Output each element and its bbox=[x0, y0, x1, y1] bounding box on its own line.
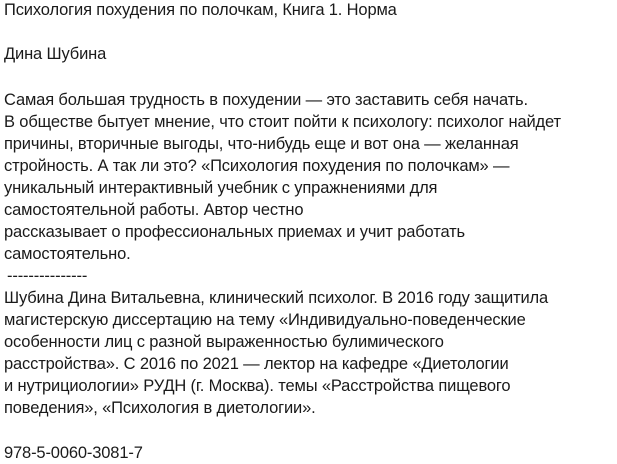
description-line: Самая большая трудность в похудении — это заставить себя начать. bbox=[4, 91, 528, 109]
bio-line: расстройства». С 2016 по 2021 — лектор на кафедре «Диетологии bbox=[4, 355, 509, 373]
separator-line: --------------- bbox=[7, 267, 88, 285]
author-name: Дина Шубина bbox=[4, 45, 107, 63]
bio-line: магистерскую диссертацию на тему «Индивидуально-поведенческие bbox=[4, 311, 526, 329]
description-line: самостоятельно. bbox=[4, 245, 131, 263]
isbn: 978-5-0060-3081-7 bbox=[4, 444, 143, 462]
description-line: В обществе бытует мнение, что стоит пойти к психологу: психолог найдет bbox=[4, 113, 561, 131]
book-title: Психология похудения по полочкам, Книга 1. Норма bbox=[4, 1, 397, 19]
bio-line: и нутрициологии» РУДН (г. Москва). темы «Расстройства пищевого bbox=[4, 377, 511, 395]
bio-line: поведения», «Психология в диетологии». bbox=[4, 399, 316, 417]
description-line: причины, вторичные выгоды, что-нибудь еще и вот она — желанная bbox=[4, 135, 519, 153]
description-line: стройность. А так ли это? «Психология похудения по полочкам» — bbox=[4, 157, 510, 175]
description-line: самостоятельной работы. Автор честно bbox=[4, 201, 304, 219]
bio-line: особенности лиц с разной выраженностью булимического bbox=[4, 333, 444, 351]
description-line: рассказывает о профессиональных приемах и учит работать bbox=[4, 223, 465, 241]
bio-line: Шубина Дина Витальевна, клинический психолог. В 2016 году защитила bbox=[4, 289, 549, 307]
description-line: уникальный интерактивный учебник с упражнениями для bbox=[4, 179, 438, 197]
